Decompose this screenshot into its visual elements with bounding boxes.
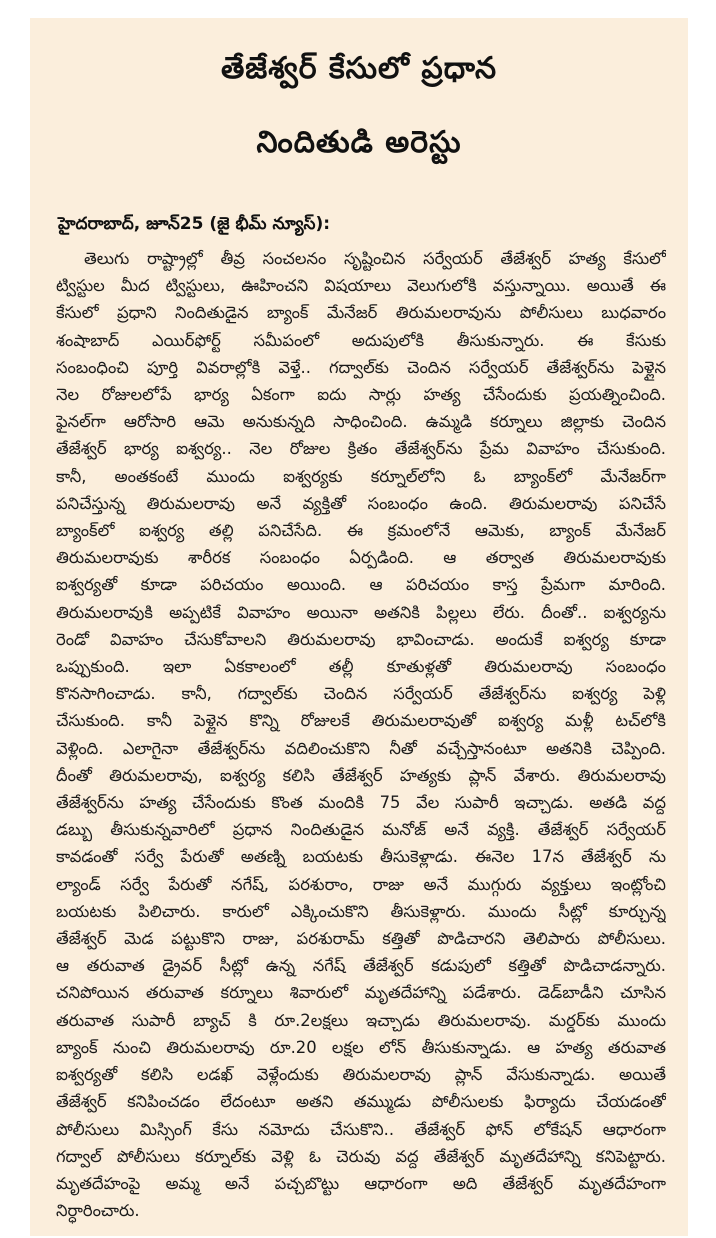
body-line: ఫైనల్‌గా ఆరోసారి ఆమె అనుకున్నది సాధించింది. ఉమ్మడి కర్నూలు జిల్లాకు చెందిన [56,412,666,432]
body-line: ఆ తరువాత డ్రైవర్ సీట్లో ఉన్న నగేష్ తేజేశ్వర్ కడుపులో కత్తితో పొడిచాడన్నారు. [56,956,666,976]
body-line: డబ్బు తీసుకున్నవారిలో ప్రధాన నిందితుడైన మనోజ్ అనే వ్యక్తి. తేజేశ్వర్ సర్వేయర్ [56,820,666,840]
body-line: తేజేశ్వర్‌ను హత్య చేసేందుకు కొంత మందికి 75 వేల సుపారీ ఇచ్చాడు. అతడి వద్ద [56,793,666,813]
body-line: తేజేశ్వర్ కనిపించడం లేదంటూ అతని తమ్ముడు పోలీసులకు ఫిర్యాదు చేయడంతో [56,1092,666,1112]
body-line: శంషాబాద్ ఎయిర్‌ఫోర్ట్ సమీపంలో అదుపులోకి తీసుకున్నారు. ఈ కేసుకు [56,330,666,350]
headline-line-1: తేజేశ్వర్ కేసులో ప్రధాన [220,51,498,86]
body-line: చేసుకుంది. కానీ పెళ్లైన కొన్ని రోజులకే తిరుమలరావుతో ఐశ్వర్య మళ్లీ టచ్‌లోకి [56,711,666,731]
body-line: తరువాత సుపారీ బ్యాచ్ కి రూ.2లక్షలు ఇచ్చాడు తిరుమలరావు. మర్డర్‌కు ముందు [56,1010,666,1030]
body-line: బ్యాంక్‌లో ఐశ్వర్య తల్లి పనిచేసేది. ఈ క్రమంలోనే ఆమెకు, బ్యాంక్ మేనేజర్ [56,521,666,541]
news-clipping [30,18,688,1236]
dateline: హైదరాబాద్, జూన్25 (జై భీమ్ న్యూస్): [58,214,331,234]
body-line: నెల రోజులలోపే భార్య ఏకంగా ఐదు సార్లు హత్య చేసేందుకు ప్రయత్నించింది. [56,385,666,405]
body-line: తిరుమలరావుకు శారీరక సంబంధం ఏర్పడింది. ఆ తర్వాత తిరుమలరావుకు [56,548,666,568]
body-line: రెండో వివాహం చేసుకోవాలని తిరుమలరావు భావించాడు. అందుకే ఐశ్వర్య కూడా [56,629,666,649]
body-line: తిరుమలరావుకి అప్పటికే వివాహం అయినా అతనికి పిల్లలు లేరు. దీంతో.. ఐశ్వర్యను [56,602,666,622]
body-line: బ్యాంక్ నుంచి తిరుమలరావు రూ.20 లక్షల లోన్ తీసుకున్నాడు. ఆ హత్య తరువాత [56,1037,666,1057]
body-line: పనిచేస్తున్న తిరుమలరావు అనే వ్యక్తితో సంబంధం ఉంది. తిరుమలరావు పనిచేసే [56,493,666,513]
headline-line-2: నిందితుడి అరెస్టు [256,125,462,160]
body-line: పోలీసులు మిస్సింగ్ కేసు నమోదు చేసుకొని.. తేజేశ్వర్ ఫోన్ లోకేషన్ ఆధారంగా [56,1119,666,1139]
body-line: కొనసాగించాడు. కానీ, గద్వాల్‌కు చెందిన సర్వేయర్ తేజేశ్వర్‌ను ఐశ్వర్య పెళ్లి [56,684,666,704]
body-line: ల్యాండ్ సర్వే పేరుతో నగేష్, పరశురాం, రాజు అనే ముగ్గురు వ్యక్తులు ఇంట్లోంచి [56,874,666,894]
body-line: తేజేశ్వర్ మెడ పట్టుకొని రాజు, పరశురామ్ కత్తితో పొడిచారని తెలిపారు పోలీసులు. [56,929,666,949]
body-line: ఐశ్వర్యతో కలిసి లడఖ్ వెళ్లేందుకు తిరుమలరావు ప్లాన్ వేసుకున్నాడు. అయితే [56,1065,666,1085]
body-line: ఒప్పుకుంది. ఇలా ఏకకాలంలో తల్లీ కూతుళ్లతో తిరుమలరావు సంబంధం [56,657,666,677]
body-line: నిర్ధారించారు. [56,1201,140,1221]
body-line: ట్విస్టుల మీద ట్విస్టులు, ఊహించని విషయాలు వెలుగులోకి వస్తున్నాయి. అయితే ఈ [56,276,666,296]
body-line: కావడంతో సర్వే పేరుతో అతణ్ని బయటకు తీసుకెళ్లాడు. ఈనెల 17న తేజేశ్వర్ ను [56,847,666,867]
body-line: కేసులో ప్రధాని నిందితుడైన బ్యాంక్ మేనేజర్ తిరుమలరావును పోలీసులు బుధవారం [56,303,666,323]
body-line: వెళ్లింది. ఎలాగైనా తేజేశ్వర్‌ను వదిలించుకొని నీతో వచ్చేస్తానంటూ అతనికి చెప్పింది. [56,738,666,758]
body-line: తెలుగు రాష్ట్రాల్లో తీవ్ర సంచలనం సృష్టించిన సర్వేయర్ తేజేశ్వర్ హత్య కేసులో [84,249,666,268]
body-line: సంబంధించి పూర్తి వివరాల్లోకి వెళ్తే.. గద్వాల్‌కు చెందిన సర్వేయర్ తేజేశ్వర్‌ను పెళ్లైన [56,357,666,377]
article-body [56,245,666,1224]
body-line: గద్వాల్ పోలీసులు కర్నూల్‌కు వెళ్లి ఓ చెరువు వద్ద తేజేశ్వర్ మృతదేహాన్ని కనిపెట్టారు. [56,1146,666,1166]
body-line: బయటకు పిలిచారు. కారులో ఎక్కించుకొని తీసుకెళ్లారు. ముందు సీట్లో కూర్చున్న [56,901,666,921]
body-line: దీంతో తిరుమలరావు, ఐశ్వర్య కలిసి తేజేశ్వర్ హత్యకు ప్లాన్ వేశారు. తిరుమలరావు [56,765,666,785]
body-line: మృతదేహంపై అమ్మ అనే పచ్చబొట్టు ఆధారంగా అది తేజేశ్వర్ మృతదేహంగా [56,1173,666,1193]
body-line: చనిపోయిన తరువాత కర్నూలు శివారులో మృతదేహాన్ని పడేశారు. డెడ్‌బాడీని చూసిన [56,983,666,1003]
body-line: కానీ, అంతకంటే ముందు ఐశ్వర్యకు కర్నూల్‌లోని ఓ బ్యాంక్‌లో మేనేజర్‌గా [56,466,666,486]
body-line: ఐశ్వర్యతో కూడా పరిచయం అయింది. ఆ పరిచయం కాస్త ప్రేమగా మారింది. [56,575,666,595]
body-line: తేజేశ్వర్ భార్య ఐశ్వర్య.. నెల రోజుల క్రితం తేజేశ్వర్‌ను ప్రేమ వివాహం చేసుకుంది. [56,439,666,459]
headline [30,32,688,180]
